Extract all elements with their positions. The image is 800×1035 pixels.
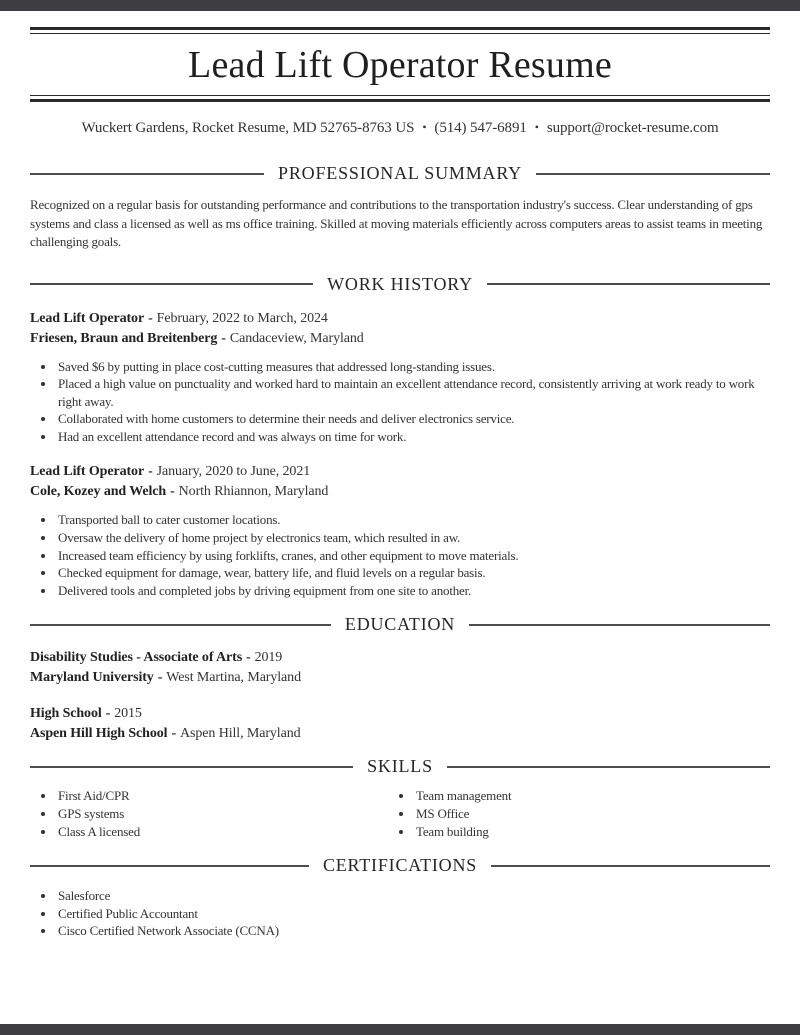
job-entry — [30, 462, 770, 599]
education-degree: Disability Studies - Associate of Arts — [30, 650, 243, 666]
skill-item: • Class A licensed — [56, 823, 400, 841]
certification-item: • Certified Public Accountant — [56, 905, 770, 923]
section-heading-summary — [30, 163, 770, 184]
title-rule-bottom-thick — [30, 99, 770, 102]
job-entry — [30, 309, 770, 446]
dash-separator: - — [170, 484, 175, 500]
bullet-item: • Transported ball to cater customer locations. — [56, 511, 770, 529]
education-degree-line — [30, 648, 770, 668]
dash-separator: - — [246, 650, 251, 666]
dash-separator: - — [148, 310, 153, 326]
contact-phone: (514) 547-6891 — [434, 120, 527, 136]
education-school-line — [30, 668, 770, 688]
heading-rule-left — [30, 766, 353, 768]
bullet-item: • Collaborated with home customers to determine their needs and deliver electronics service. — [56, 410, 770, 428]
dash-separator: - — [157, 670, 163, 686]
education-degree: High School — [30, 706, 102, 722]
job-title-line — [30, 462, 770, 482]
contact-email: support@rocket-resume.com — [546, 120, 719, 136]
top-edge-bar — [0, 0, 800, 11]
bottom-edge-bar — [0, 1024, 800, 1035]
bullet-item: • Saved $6 by putting in place cost-cutting measures that addressed long-standing issues. — [56, 358, 770, 376]
skill-item: • First Aid/CPR — [56, 787, 400, 805]
bullet-item: • Had an excellent attendance record and was always on time for work. — [56, 428, 770, 446]
dot-separator: • — [422, 120, 427, 134]
certification-item: • Cisco Certified Network Associate (CCNA) — [56, 922, 770, 940]
job-bullet-list — [30, 358, 770, 446]
education-location: Aspen Hill, Maryland — [180, 726, 301, 742]
section-title-skills: SKILLS — [367, 756, 433, 777]
dash-separator: - — [221, 330, 226, 346]
heading-rule-right — [487, 283, 770, 285]
section-title-education: EDUCATION — [344, 614, 456, 635]
certifications-list — [30, 887, 770, 940]
heading-rule-right — [536, 173, 770, 175]
dot-separator: • — [534, 120, 539, 134]
section-heading-skills — [30, 756, 770, 777]
job-location: Candaceview, Maryland — [229, 330, 364, 346]
certification-item: • Salesforce — [56, 887, 770, 905]
skill-item: • GPS systems — [56, 805, 400, 823]
education-degree-line — [30, 704, 770, 724]
bullet-item: • Checked equipment for damage, wear, battery life, and fluid levels on a regular basis. — [56, 564, 770, 582]
skills-list-left — [30, 787, 400, 840]
dash-separator: - — [105, 706, 111, 722]
section-heading-work-history — [30, 274, 770, 295]
skill-item: • Team building — [414, 823, 770, 841]
title-rule-bottom-thin — [30, 95, 770, 96]
job-title: Lead Lift Operator — [30, 310, 145, 326]
education-entry — [30, 704, 770, 744]
section-title-certifications: CERTIFICATIONS — [322, 855, 478, 876]
heading-rule-left — [30, 624, 331, 626]
job-dates: February, 2022 to March, 2024 — [156, 310, 328, 326]
job-company-line — [30, 482, 770, 502]
section-heading-education — [30, 614, 770, 635]
title-rule-top-thick — [30, 27, 770, 30]
education-year: 2019 — [254, 650, 283, 666]
job-company-line — [30, 329, 770, 349]
bullet-item: • Delivered tools and completed jobs by driving equipment from one site to another. — [56, 582, 770, 600]
contact-line — [30, 120, 770, 137]
education-school: Maryland University — [30, 670, 154, 686]
heading-rule-left — [30, 173, 264, 175]
dash-separator: - — [148, 464, 153, 480]
education-year: 2015 — [114, 706, 142, 722]
section-heading-certifications — [30, 855, 770, 876]
job-dates: January, 2020 to June, 2021 — [156, 464, 311, 480]
summary-paragraph: Recognized on a regular basis for outstanding performance and contributions to the transportation industry's success. Clear understanding of gps systems and class a licensed as well as ms office training. Skilled at moving materials efficiently across computers areas to assist teams in meeting challenging goals. — [30, 197, 763, 249]
section-title-summary: PROFESSIONAL SUMMARY — [278, 163, 522, 183]
contact-address: Wuckert Gardens, Rocket Resume, MD 52765-8763 US — [81, 120, 415, 136]
job-company: Friesen, Braun and Breitenberg — [30, 330, 218, 346]
heading-rule-left — [30, 865, 309, 867]
job-location: North Rhiannon, Maryland — [178, 484, 329, 500]
bullet-item: • Increased team efficiency by using forklifts, cranes, and other equipment to move materials. — [56, 547, 770, 565]
section-title-work-history: WORK HISTORY — [327, 273, 473, 294]
skill-item: • MS Office — [414, 805, 770, 823]
job-bullet-list — [30, 511, 770, 599]
bullet-item: • Placed a high value on punctuality and worked hard to maintain an excellent attendance record, consistently arriving at work ready to work right away. — [56, 375, 770, 410]
dash-separator: - — [171, 726, 177, 742]
heading-rule-right — [447, 766, 770, 768]
bullet-item: • Oversaw the delivery of home project by electronics team, which resulted in aw. — [56, 529, 770, 547]
job-title: Lead Lift Operator — [30, 464, 145, 480]
skills-column-right — [400, 777, 770, 840]
education-school: Aspen Hill High School — [30, 726, 168, 742]
skills-list-right — [400, 787, 770, 840]
page-title: Lead Lift Operator Resume — [188, 44, 612, 86]
job-title-line — [30, 309, 770, 329]
heading-rule-right — [491, 865, 770, 867]
education-location: West Martina, Maryland — [166, 670, 301, 686]
education-entry — [30, 648, 770, 688]
education-school-line — [30, 724, 770, 744]
skill-item: • Team management — [414, 787, 770, 805]
job-company: Cole, Kozey and Welch — [30, 484, 167, 500]
heading-rule-right — [469, 624, 770, 626]
skills-columns — [30, 777, 770, 840]
heading-rule-left — [30, 283, 313, 285]
skills-column-left — [30, 777, 400, 840]
